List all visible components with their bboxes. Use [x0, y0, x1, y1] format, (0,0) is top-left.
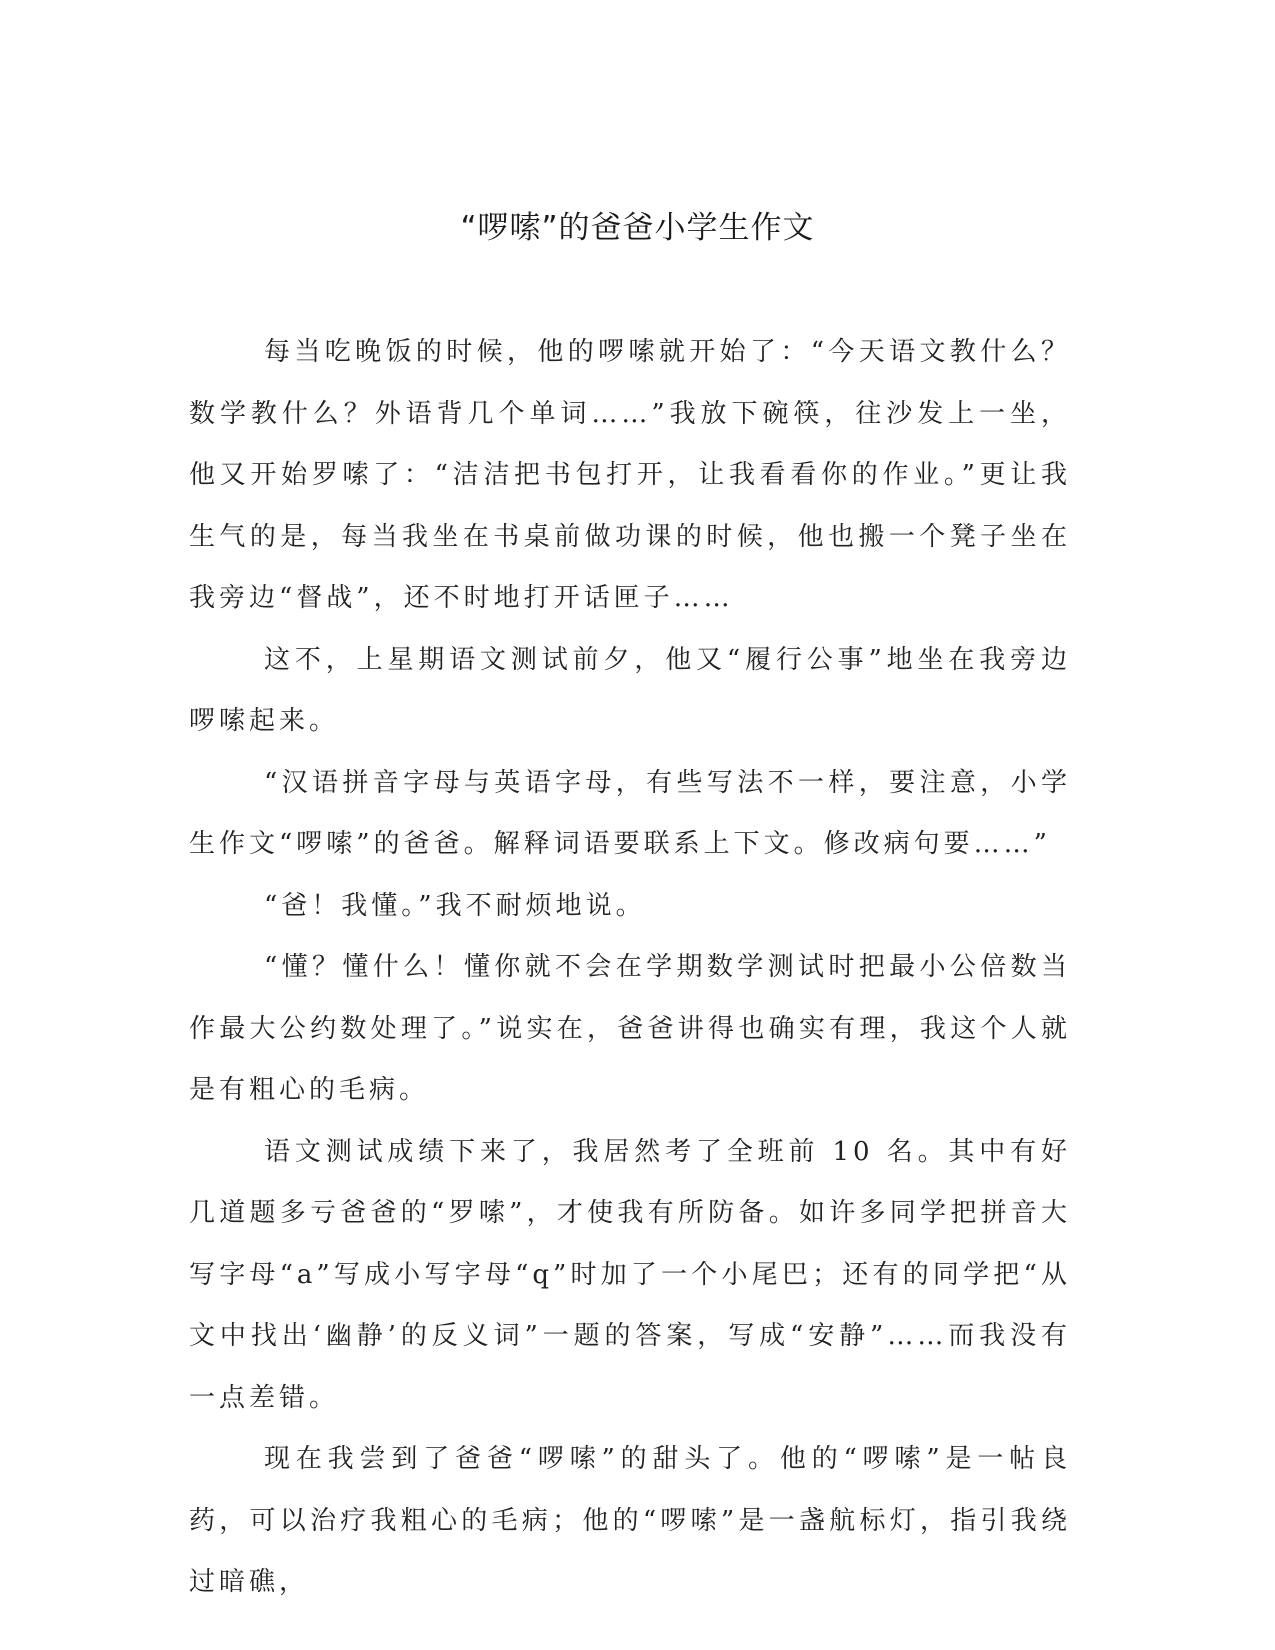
paragraph: “懂？懂什么！懂你就不会在学期数学测试时把最小公倍数当作最大公约数处理了。”说实在，爸爸讲得也确实有理，我这个人就是有粗心的毛病。 — [189, 952, 1071, 1105]
paragraph: 语文测试成绩下来了，我居然考了全班前 10 名。其中有好几道题多亏爸爸的“罗嗦”，才使我有所防备。如许多同学把拼音大写字母“a”写成小写字母“q”时加了一个小尾巴；还有的同学把“从文中找出‘幽静’的反义词”一题的答案，写成“安静”……而我没有一点差错。 — [189, 1136, 1071, 1413]
essay-body — [189, 322, 1071, 1614]
paragraph: 现在我尝到了爸爸“啰嗦”的甜头了。他的“啰嗦”是一帖良药，可以治疗我粗心的毛病；他的“啰嗦”是一盏航标灯，指引我绕过暗礁， — [189, 1444, 1071, 1597]
paragraph: “汉语拼音字母与英语字母，有些写法不一样，要注意，小学生作文“啰嗦”的爸爸。解释词语要联系上下文。修改病句要……” — [189, 767, 1071, 859]
document-title: “啰嗦”的爸爸小学生作文 — [460, 210, 815, 246]
paragraph: “爸！我懂。”我不耐烦地说。 — [264, 890, 646, 921]
paragraph: 每当吃晚饭的时候，他的啰嗦就开始了：“今天语文教什么？数学教什么？外语背几个单词……”我放下碗筷，往沙发上一坐，他又开始罗嗦了：“洁洁把书包打开，让我看看你的作业。”更让我生气的是，每当我坐在书桌前做功课的时候，他也搬一个凳子坐在我旁边“督战”，还不时地打开话匣子…… — [189, 337, 1071, 613]
paragraph: 这不，上星期语文测试前夕，他又“履行公事”地坐在我旁边啰嗦起来。 — [189, 644, 1071, 736]
